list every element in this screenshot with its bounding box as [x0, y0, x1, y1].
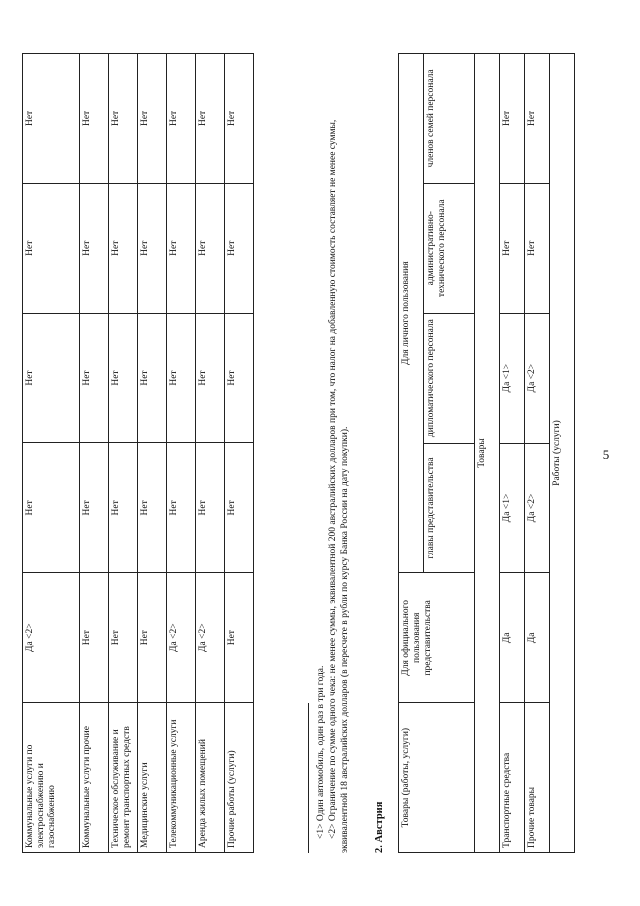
group-row: [475, 54, 500, 853]
footnote-rule: [308, 703, 309, 853]
table-cell: Да <2>: [525, 313, 550, 443]
row-label: Коммунальные услуги по электроснабжению и газоснабжению: [23, 703, 80, 853]
table-cell: Нет: [225, 443, 254, 573]
table-cell: Нет: [80, 183, 109, 313]
table-cell: Да <2>: [196, 573, 225, 703]
row-label: Телекоммуникационные услуги: [167, 703, 196, 853]
table-cell: Да <2>: [525, 443, 550, 573]
table-cell: Нет: [138, 313, 167, 443]
table-cell: Нет: [225, 313, 254, 443]
page-number: 5: [602, 446, 610, 462]
row-label: Аренда жилых помещений: [196, 703, 225, 853]
row-label: Коммунальные услуги прочие: [80, 703, 109, 853]
table-cell: Нет: [225, 573, 254, 703]
subheader-admin: административно-технического персонала: [424, 183, 475, 313]
table-cell: Нет: [80, 443, 109, 573]
table-cell: Нет: [80, 54, 109, 184]
row-label: Прочие работы (услуги): [225, 703, 254, 853]
table-cell: Нет: [23, 313, 80, 443]
table-cell: Нет: [196, 313, 225, 443]
table-cell: Нет: [225, 54, 254, 184]
table-cell: Нет: [196, 183, 225, 313]
table-cell: Нет: [138, 54, 167, 184]
row-label: Медицинские услуги: [138, 703, 167, 853]
table-row: [80, 54, 109, 853]
group-row: [550, 54, 575, 853]
table-cell: Да: [500, 573, 525, 703]
table-row: [525, 54, 550, 853]
table-cell: Да <1>: [500, 313, 525, 443]
table-cell: Нет: [109, 443, 138, 573]
table-cell: Нет: [138, 443, 167, 573]
table-cell: Нет: [109, 313, 138, 443]
table-cell: Нет: [80, 573, 109, 703]
table-cell: Нет: [525, 183, 550, 313]
section-heading: 2. Австрия: [374, 801, 385, 853]
table-cell: Да: [525, 573, 550, 703]
table-cell: Нет: [167, 443, 196, 573]
table-cell: Да <1>: [500, 443, 525, 573]
table-cell: Нет: [109, 54, 138, 184]
footnote-1: <1> Один автомобиль, один раз в три года.: [316, 665, 326, 839]
row-label: Техническое обслуживание и ремонт транспортных средств: [109, 703, 138, 853]
table-cell: Нет: [500, 54, 525, 184]
table-cell: Нет: [167, 54, 196, 184]
austria-table: [398, 53, 575, 853]
table-cell: Нет: [23, 183, 80, 313]
services-table: [22, 53, 254, 853]
table-cell: Нет: [500, 183, 525, 313]
row-label: Транспортные средства: [500, 703, 525, 853]
table-cell: Да <2>: [23, 573, 80, 703]
table-row: [167, 54, 196, 853]
group-works: Работы (услуги): [550, 54, 575, 853]
subheader-family: членов семей персонала: [424, 54, 475, 184]
table-cell: Нет: [167, 183, 196, 313]
rotated-content: [22, 53, 622, 853]
subheader-diplomatic: дипломатического персонала: [424, 313, 475, 443]
header-row: [399, 54, 424, 853]
header-official: Для официального пользования представительства: [399, 573, 475, 703]
table-cell: Нет: [138, 573, 167, 703]
table-row: [196, 54, 225, 853]
table-cell: Нет: [225, 183, 254, 313]
table-row: [225, 54, 254, 853]
header-goods: Товары (работы, услуги): [399, 703, 475, 853]
footnote-2: <2> Ограничение по сумме одного чека: не менее суммы, эквивалентной 200 австралийских долларов при том, что налог на добавленную стоимость составляет не менее суммы, эквивалентной 18 австралийских долларов (в пересчете в рубли по курсу Банка России на дату покупки).: [328, 119, 350, 853]
table-cell: Нет: [138, 183, 167, 313]
table-cell: Нет: [23, 54, 80, 184]
table-row: [23, 54, 80, 853]
table-cell: Да <2>: [167, 573, 196, 703]
table-cell: Нет: [167, 313, 196, 443]
row-label: Прочие товары: [525, 703, 550, 853]
table-row: [138, 54, 167, 853]
table-cell: Нет: [80, 313, 109, 443]
subheader-head: главы представительства: [424, 443, 475, 573]
table-row: [500, 54, 525, 853]
table-cell: Нет: [23, 443, 80, 573]
table-cell: Нет: [196, 443, 225, 573]
table-row: [109, 54, 138, 853]
table-cell: Нет: [109, 183, 138, 313]
table-cell: Нет: [525, 54, 550, 184]
group-goods: Товары: [475, 54, 500, 853]
footnotes: [308, 93, 351, 853]
header-personal: Для личного пользования: [399, 54, 424, 573]
table-cell: Нет: [196, 54, 225, 184]
table-cell: Нет: [109, 573, 138, 703]
